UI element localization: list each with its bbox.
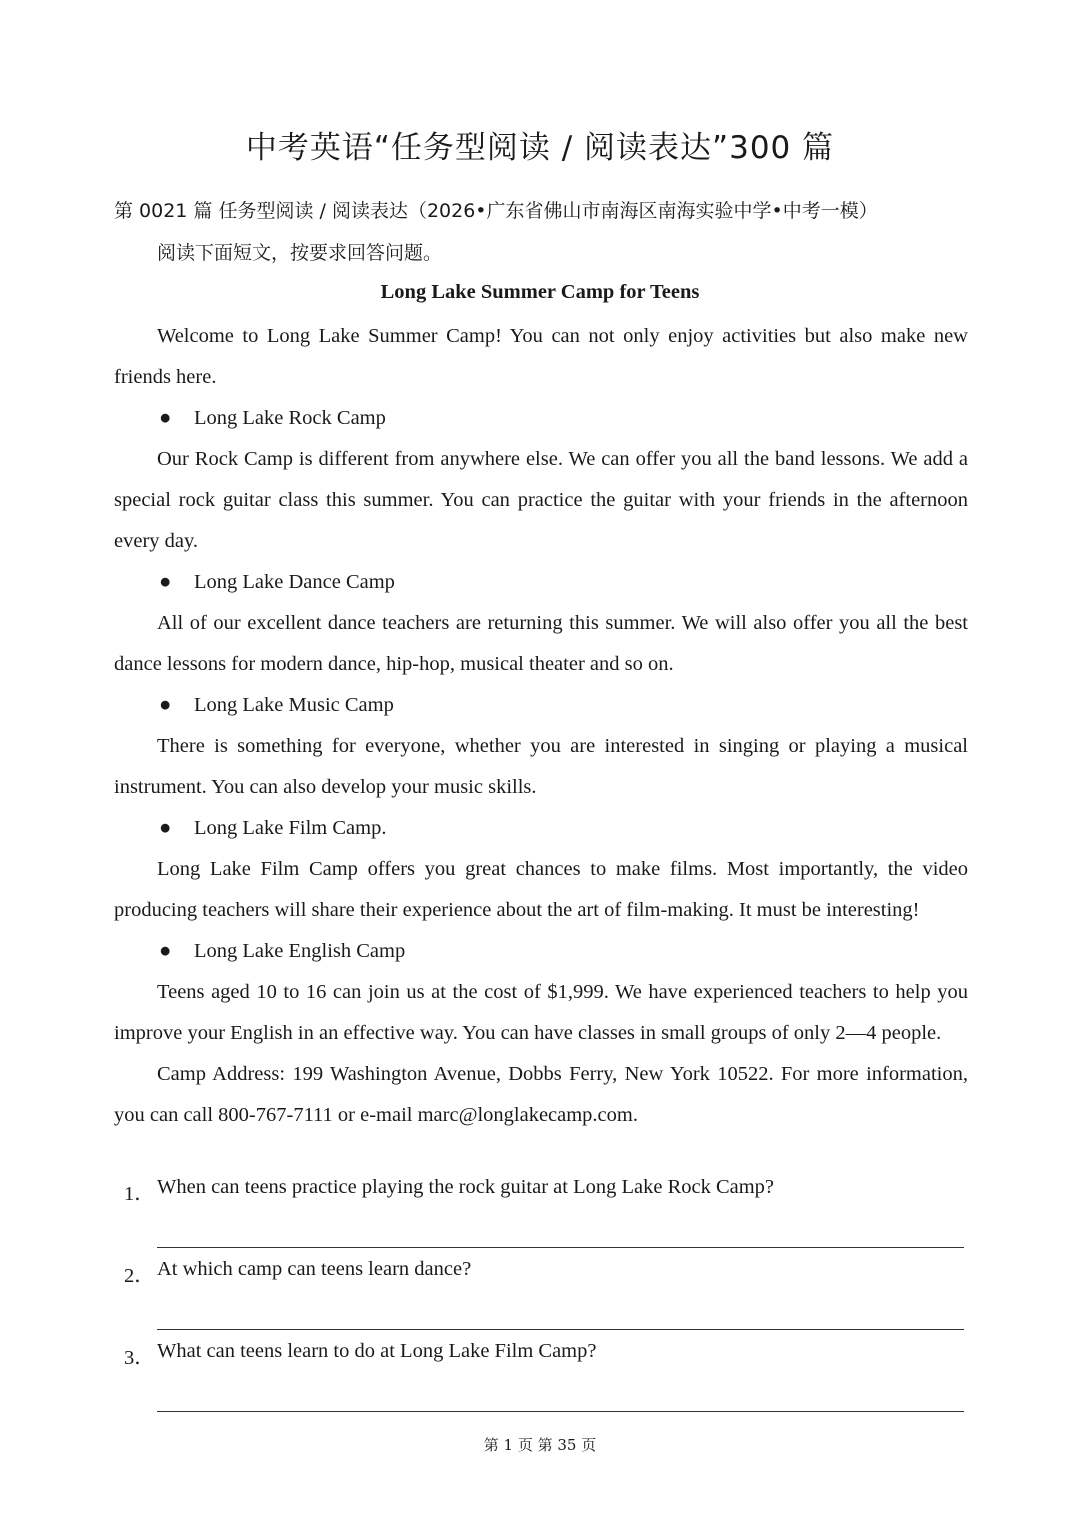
answer-line[interactable] bbox=[157, 1247, 964, 1248]
section-heading-text: Long Lake Film Camp. bbox=[194, 817, 387, 839]
section-heading-text: Long Lake Dance Camp bbox=[194, 571, 395, 593]
question-text: When can teens practice playing the rock guitar at Long Lake Rock Camp? bbox=[157, 1176, 775, 1198]
section-paragraph-english: Teens aged 10 to 16 can join us at the cost of $1,999. We have experienced teachers to help you improve your English in an effective way. You can have classes in small groups of only 2—4 people. bbox=[114, 981, 968, 1044]
bullet-icon: ● bbox=[159, 817, 172, 839]
questions-list bbox=[114, 1176, 968, 1422]
address-paragraph: Camp Address: 199 Washington Avenue, Dobbs Ferry, New York 10522. For more information, you can call 800-767-7111 or e-mail marc@longlakecamp.com. bbox=[114, 1063, 968, 1126]
section-heading-text: Long Lake Music Camp bbox=[194, 694, 394, 716]
section-heading-english bbox=[114, 931, 968, 972]
answer-line[interactable] bbox=[157, 1411, 964, 1412]
article-body bbox=[114, 316, 968, 1136]
question-number: 1． bbox=[124, 1183, 155, 1205]
section-paragraph-dance: All of our excellent dance teachers are returning this summer. We will also offer you all the best dance lessons for modern dance, hip-hop, musical theater and so on. bbox=[114, 612, 968, 675]
question-number: 2． bbox=[124, 1265, 155, 1287]
question-item bbox=[114, 1176, 968, 1258]
section-heading-text: Long Lake English Camp bbox=[194, 940, 406, 962]
section-paragraph-rock: Our Rock Camp is different from anywhere else. We can offer you all the band lessons. We add a special rock guitar class this summer. You can practice the guitar with your friends in the afternoon every day. bbox=[114, 448, 968, 552]
section-heading-rock bbox=[114, 398, 968, 439]
article-meta: 第 0021 篇 任务型阅读 / 阅读表达（2026•广东省佛山市南海区南海实验中学•中考一模） bbox=[114, 200, 878, 222]
section-heading-film bbox=[114, 808, 968, 849]
section-heading-dance bbox=[114, 562, 968, 603]
question-text: At which camp can teens learn dance? bbox=[157, 1258, 472, 1280]
page-title: 中考英语“任务型阅读 / 阅读表达”300 篇 bbox=[245, 130, 835, 166]
bullet-icon: ● bbox=[159, 571, 172, 593]
intro-paragraph: Welcome to Long Lake Summer Camp! You can not only enjoy activities but also make new friends here. bbox=[114, 325, 968, 388]
bullet-icon: ● bbox=[159, 940, 172, 962]
question-item bbox=[114, 1258, 968, 1340]
bullet-icon: ● bbox=[159, 694, 172, 716]
question-text: What can teens learn to do at Long Lake Film Camp? bbox=[157, 1340, 597, 1362]
article-title: Long Lake Summer Camp for Teens bbox=[380, 281, 700, 303]
question-number: 3． bbox=[124, 1347, 155, 1369]
page-number: 第 1 页 第 35 页 bbox=[483, 1436, 597, 1454]
section-heading-music bbox=[114, 685, 968, 726]
section-paragraph-music: There is something for everyone, whether you are interested in singing or playing a musical instrument. You can also develop your music skills. bbox=[114, 735, 968, 798]
section-paragraph-film: Long Lake Film Camp offers you great chances to make films. Most importantly, the video producing teachers will share their experience about the art of film-making. It must be interesting! bbox=[114, 858, 968, 921]
question-item bbox=[114, 1340, 968, 1422]
reading-instruction: 阅读下面短文，按要求回答问题。 bbox=[157, 242, 443, 264]
bullet-icon: ● bbox=[159, 407, 172, 429]
section-heading-text: Long Lake Rock Camp bbox=[194, 407, 386, 429]
answer-line[interactable] bbox=[157, 1329, 964, 1330]
